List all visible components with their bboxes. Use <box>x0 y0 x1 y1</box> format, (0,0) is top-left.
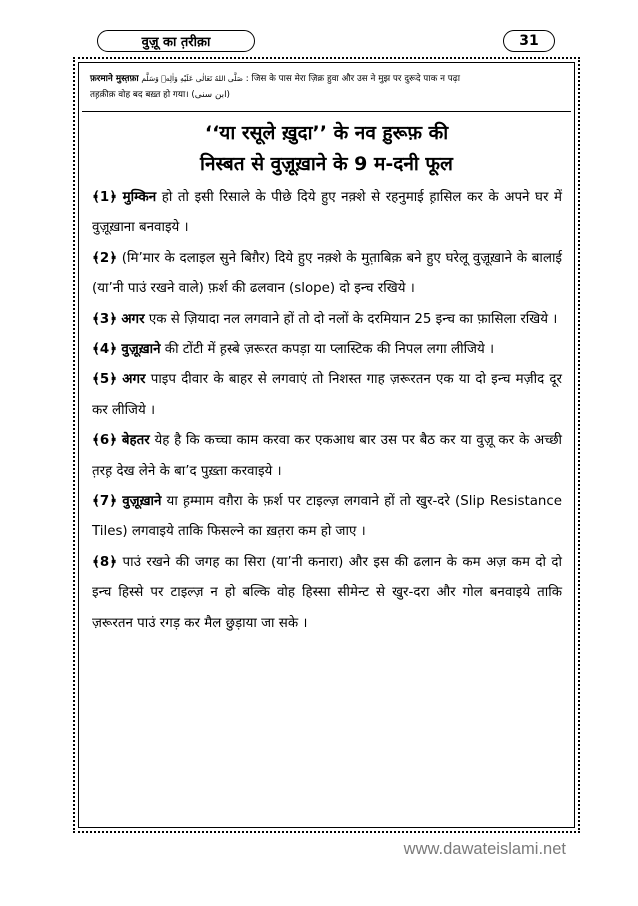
farman-text-1: : जिस के पास मेरा ज़िक्र हुवा और उस ने मुझ पर दुरूदे पाक न पढ़ा <box>245 74 461 84</box>
point-item <box>92 335 562 365</box>
point-number: ﴾4﴿ <box>92 342 118 358</box>
point-item <box>92 487 562 548</box>
point-text: पाइप दीवार के बाहर से लगवाएं तो निशस्त गाह ज़रूरतन एक या दो इन्च मज़ीद दूर कर लीजिये । <box>92 372 562 418</box>
farman-label: फ़रमाने मुस्त़फ़ा <box>90 74 139 84</box>
point-number: ﴾3﴿ <box>92 311 118 327</box>
point-text: की टोंटी में ह़स्बे ज़रूरत कपड़ा या प्लास्टिक की निपल लगा लीजिये । <box>160 342 495 358</box>
heading-line-1: ‘‘या रसूले ख़ुदा’’ के नव ह़ुरूफ़ की <box>204 122 449 144</box>
point-keyword: बेहतर <box>121 433 150 449</box>
point-number: ﴾2﴿ <box>92 250 118 266</box>
point-item <box>92 365 562 426</box>
farman-line-1 <box>90 71 563 87</box>
point-text: (मि’मार के दलाइल सुने बिग़ैर) दिये हुए नक़्शे के मुत़ाबिक़ बने हुए घरेलू वुज़ूख़ाने के बालाई (या’नी पाउं रखने वाले) फ़र्श की ढलवान (slope) दो इन्च रखिये । <box>92 250 563 297</box>
section-heading <box>82 118 571 180</box>
point-number: ﴾7﴿ <box>92 494 118 510</box>
farman-box <box>82 66 571 112</box>
chapter-title: वुज़ू का त़रीक़ा <box>141 35 211 50</box>
point-text: या ह़म्माम वग़ैरा के फ़र्श पर टाइल्ज़ लगवाने हों तो खुर-दरे (Slip Resistance Tiles) लगवाइये ताकि फिसल्ने का ख़त़रा कम हो जाए । <box>92 494 562 540</box>
page-number-pill <box>503 30 555 52</box>
heading-line-2: निस्बत से वुज़ूख़ाने के 9 म-दनी फूल <box>200 153 453 175</box>
point-item <box>92 305 562 335</box>
point-number: ﴾5﴿ <box>92 372 118 388</box>
point-number: ﴾1﴿ <box>92 190 118 205</box>
chapter-title-pill <box>97 30 255 52</box>
point-item <box>92 183 562 244</box>
point-number: ﴾8﴿ <box>92 554 118 570</box>
point-keyword: वुज़ूख़ाने <box>122 494 162 510</box>
point-text: एक से ज़ियादा नल लगवाने हों तो दो नलों के दरमियान 25 इन्च का फ़ासिला रखिये । <box>144 311 558 327</box>
point-number: ﴾6﴿ <box>92 433 118 449</box>
point-item <box>92 548 562 639</box>
point-keyword: अगर <box>121 311 145 327</box>
point-item <box>92 426 562 487</box>
points-list <box>92 183 562 639</box>
farman-text-2: तह़क़ीक़ वोह बद बख़्त हो गया। (ابن سنی) <box>90 90 230 100</box>
point-keyword: मुम्किन <box>122 190 157 205</box>
website-url: www.dawateislami.net <box>403 840 566 858</box>
page-number: 31 <box>519 33 539 49</box>
point-text: येह है कि कच्चा काम करवा कर एकआध बार उस पर बैठ कर या वुज़ू कर के अच्छी त़रह़ देख लेने के बा’द पुख़्ता करवाइये । <box>92 433 562 479</box>
point-text: हो तो इसी रिसाले के पीछे दिये हुए नक़्शे से रहनुमाई ह़ासिल कर के अपने घर में वुज़ूख़ाना बनवाइये । <box>92 190 562 236</box>
point-item <box>92 244 562 305</box>
point-keyword: वुज़ूख़ाने <box>121 342 161 358</box>
farman-arabic: صَلَّى اللهُ تَعَالٰى عَلَيْهِ وَاٰلِهٖ وَسَلَّم <box>141 74 243 83</box>
point-text: पाउं रखने की जगह का सिरा (या’नी कनारा) और इस की ढलान के कम अज़ कम दो दो इन्च हिस्से पर टाइल्ज़ न हो बल्कि वोह हिस्सा सीमेन्ट से खुर-दरा और गोल बनवाइये ताकि ज़रूरतन पाउं रगड़ कर मैल छुड़ाया जा सके । <box>92 554 563 631</box>
point-keyword: अगर <box>122 372 146 388</box>
